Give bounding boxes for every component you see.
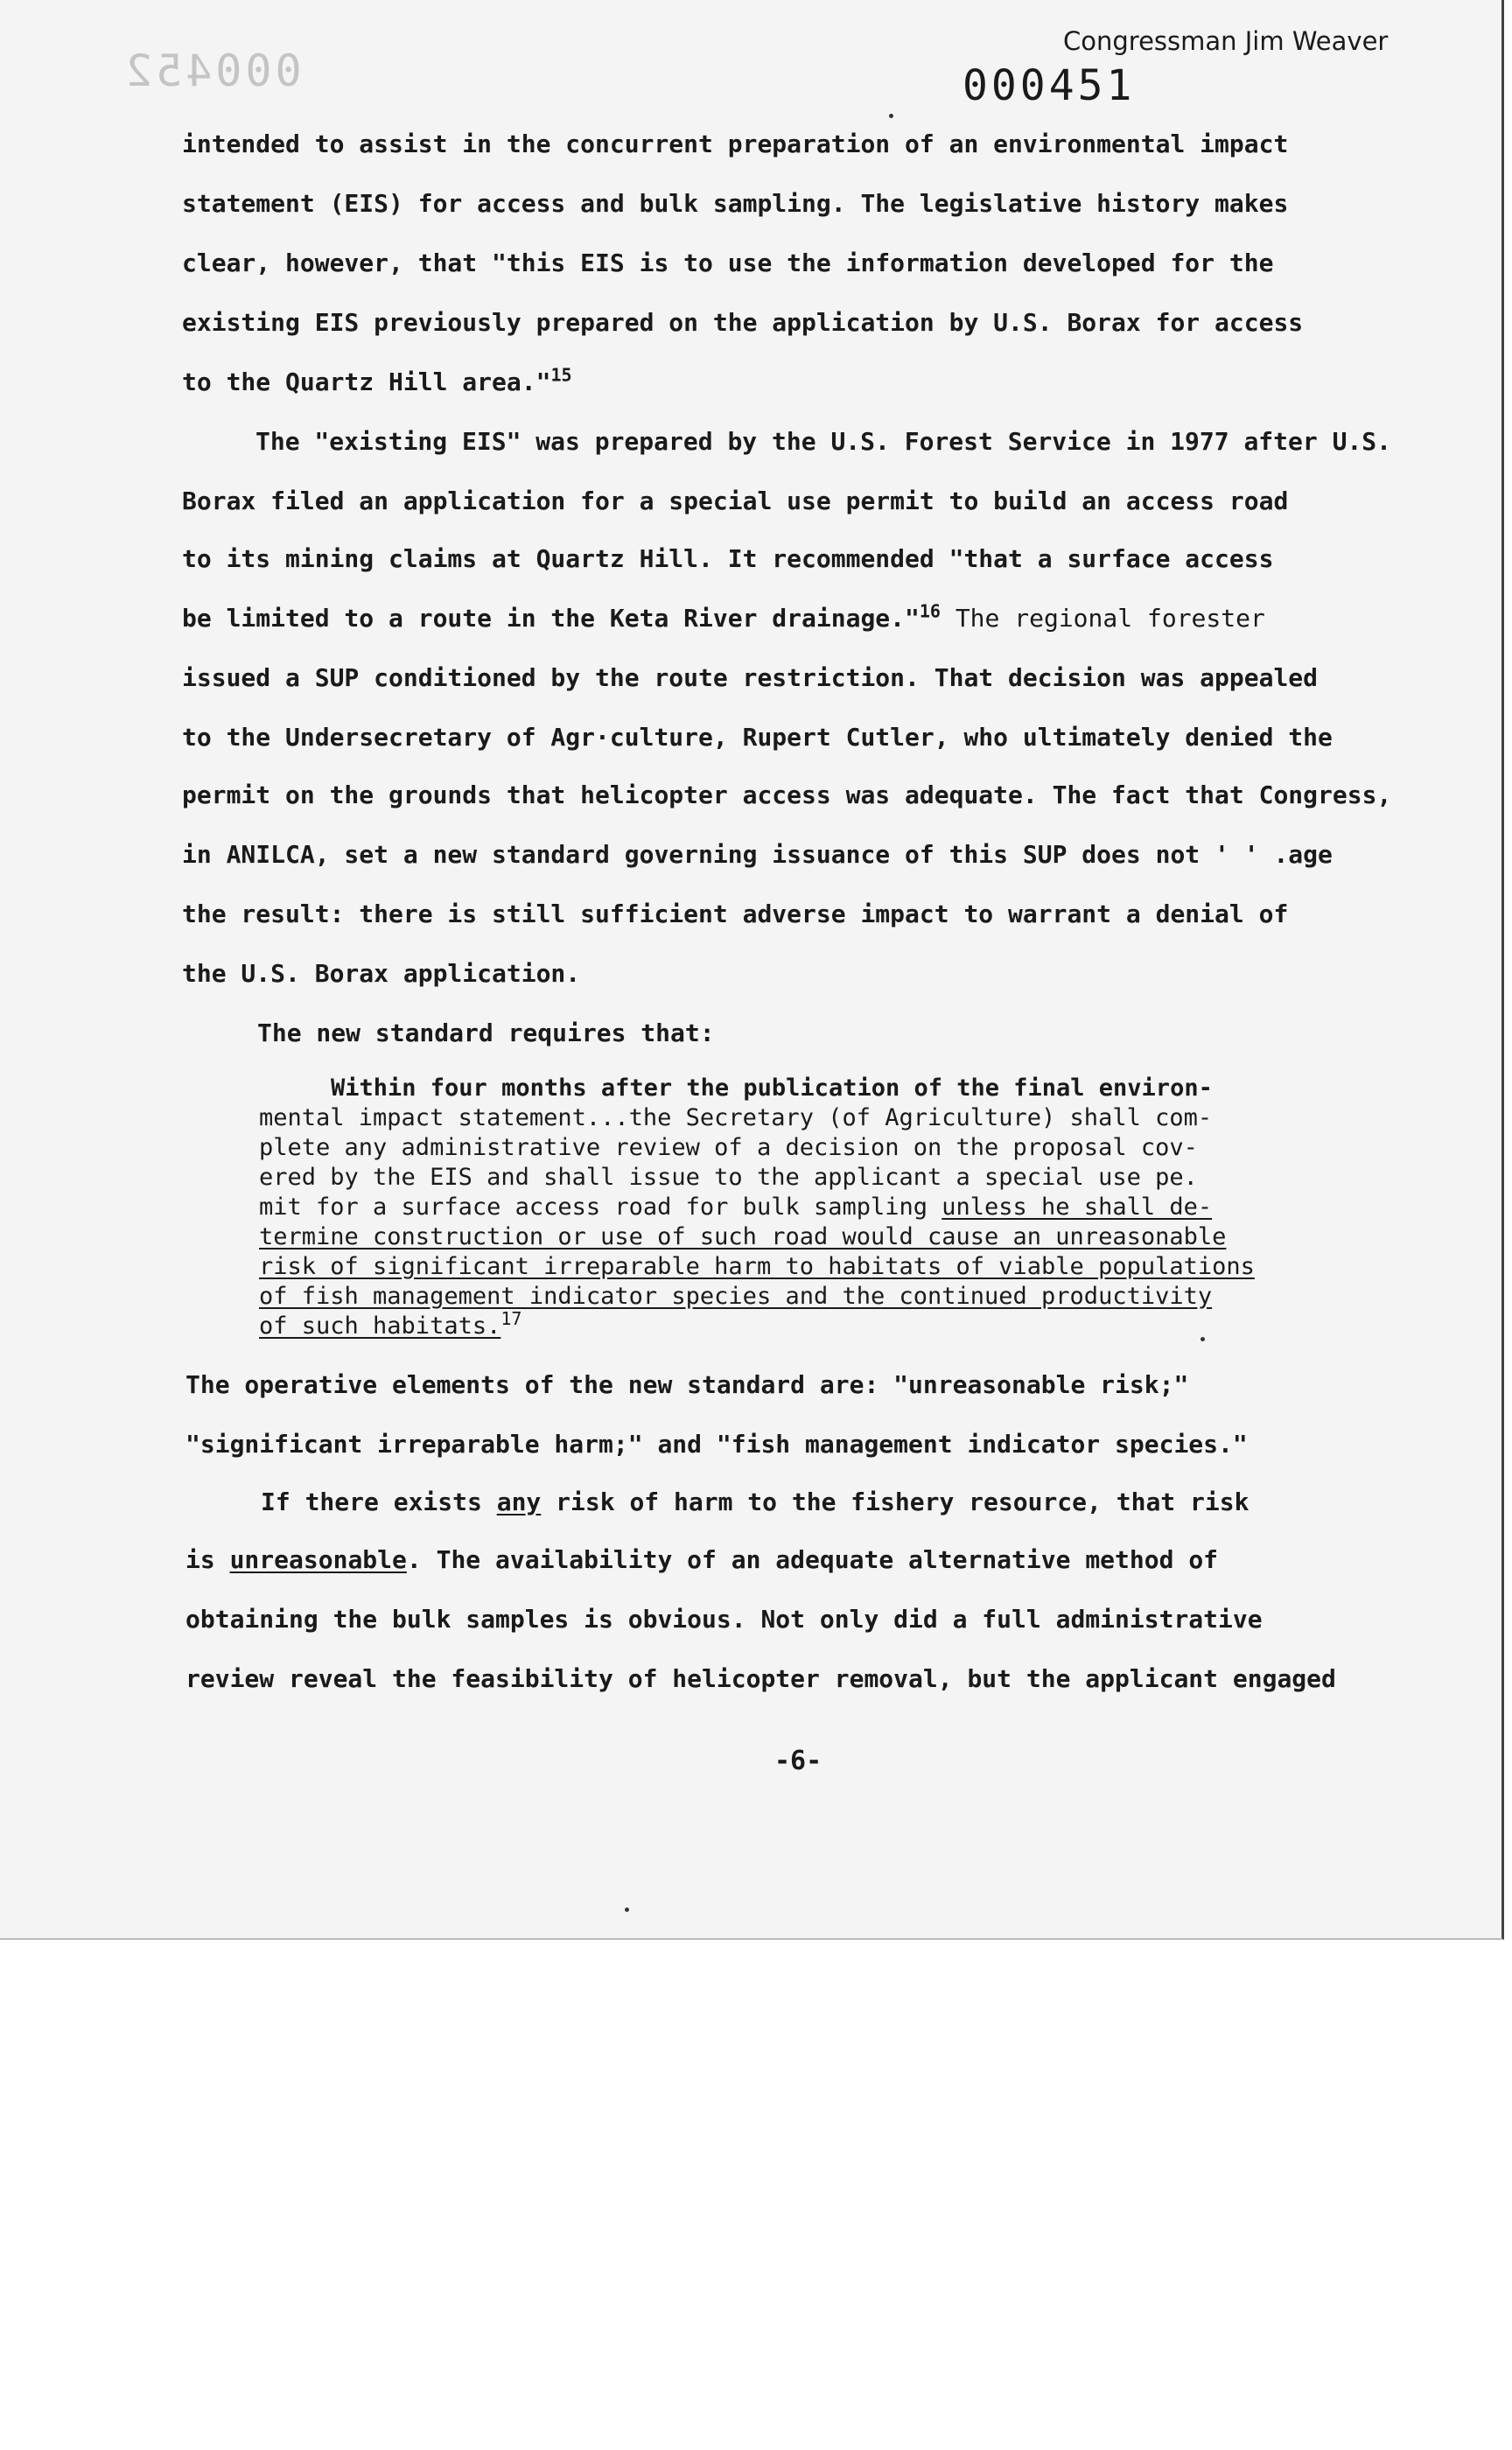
quote-line: mental impact statement...the Secretary (of Agriculture) shall com- [259, 1104, 1213, 1131]
footnote-ref: 17 [500, 1308, 522, 1329]
body-line: Borax filed an application for a special use permit to build an access road [182, 486, 1289, 515]
body-line: existing EIS previously prepared on the application by U.S. Borax for access [182, 308, 1304, 337]
scan-speck [1200, 1337, 1205, 1341]
body-line: is unreasonable. The availability of an adequate alternative method of [186, 1545, 1219, 1574]
footnote-ref: 15 [550, 364, 572, 386]
body-line: the result: there is still sufficient adverse impact to warrant a denial of [182, 900, 1289, 928]
body-line: to its mining claims at Quartz Hill. It recommended "that a surface access [182, 544, 1274, 573]
document-number-stamp: 000451 [962, 61, 1136, 110]
page-number: -6- [774, 1746, 822, 1776]
body-line: review reveal the feasibility of helicopter removal, but the applicant engaged [186, 1664, 1336, 1693]
quote-line: plete any administrative review of a decision on the proposal cov- [259, 1134, 1198, 1161]
body-line: If there exists any risk of harm to the fishery resource, that risk [261, 1488, 1250, 1516]
body-line: intended to assist in the concurrent preparation of an environmental impact [182, 130, 1289, 158]
body-line: The operative elements of the new standard are: "unreasonable risk;" [186, 1370, 1189, 1399]
body-line: clear, however, that "this EIS is to use the information developed for the [182, 248, 1274, 277]
quote-line: risk of significant irreparable harm to habitats of viable populations [259, 1253, 1255, 1280]
bleed-through-stamp: 000452 [122, 46, 302, 96]
quote-line: of fish management indicator species and the continued productivity [259, 1283, 1213, 1310]
body-line: be limited to a route in the Keta River drainage."$^{16}$ The regional forester [182, 600, 1265, 633]
body-line: issued a SUP conditioned by the route restriction. That decision was appealed [182, 663, 1319, 692]
author-header: Congressman Jim Weaver [1063, 26, 1389, 56]
body-line: statement (EIS) for access and bulk sampling. The legislative history makes [182, 189, 1289, 218]
body-line: The "existing EIS" was prepared by the U.S. Forest Service in 1977 after U.S. [256, 427, 1392, 456]
body-line: the U.S. Borax application. [182, 959, 581, 988]
scan-speck [889, 114, 893, 118]
body-line: The new standard requires that: [257, 1018, 715, 1047]
body-line: permit on the grounds that helicopter access was adequate. The fact that Congress, [182, 780, 1392, 809]
body-line: obtaining the bulk samples is obvious. Not only did a full administrative [186, 1605, 1263, 1634]
quote-line: termine construction or use of such road would cause an unreasonable [259, 1223, 1227, 1250]
quote-line: mit for a surface access road for bulk sampling unless he shall de- [259, 1194, 1213, 1221]
body-line: to the Undersecretary of Agr·culture, Rupert Cutler, who ultimately denied the [182, 723, 1333, 752]
quote-line: Within four months after the publication of the final environ- [331, 1074, 1213, 1102]
quote-line: ered by the EIS and shall issue to the applicant a special use pe. [259, 1164, 1198, 1191]
scan-speck [625, 1908, 629, 1912]
body-line: to the Quartz Hill area."$^{15}$ [182, 364, 572, 396]
quote-line: of such habitats.$^{17}$ [259, 1308, 522, 1340]
body-line: in ANILCA, set a new standard governing issuance of this SUP does not ' ' .age [182, 840, 1333, 869]
footnote-ref: 16 [919, 600, 941, 622]
body-line: "significant irreparable harm;" and "fish management indicator species." [186, 1430, 1248, 1459]
